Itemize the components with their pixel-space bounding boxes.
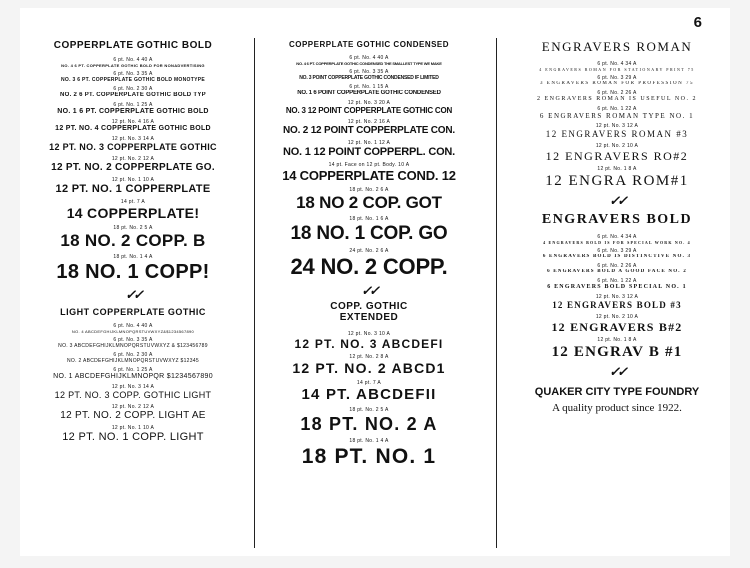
specimen-spec-label: 12 pt. No. 2 10 A xyxy=(595,314,639,320)
column-engravers xyxy=(512,36,722,414)
specimen-sample-text: 4 ENGRAVERS ROMAN FOR STATIONARY PRINT 75 xyxy=(539,67,695,72)
specimen-sample-text: NO. 4 6 PT. COPPERPLATE GOTHIC BOLD FOR NONADVERTISING xyxy=(61,63,205,68)
specimen-sample-text: NO. 3 POINT COPPERPLATE GOTHIC CONDENSED IF LIMITED xyxy=(299,75,439,81)
specimen-sample-text: NO. 1 6 POINT COPPERPLATE GOTHIC CONDENSED xyxy=(297,90,441,96)
specimen-spec-label: 6 pt. No. 2 30 A xyxy=(113,86,153,92)
specimen-sample-text: 24 NO. 2 COPP. xyxy=(290,254,448,279)
specimen-spec-label: 6 pt. No. 1 25 A xyxy=(113,367,153,373)
specimen-spec-label: 12 pt. No. 2 16 A xyxy=(347,119,391,125)
specimen-spec-label: 14 pt. 7 A xyxy=(120,199,146,205)
specimen-spec-label: 14 pt. Face on 12 pt. Body. 10 A xyxy=(328,162,410,168)
specimen-sample-text: NO. 2 6 PT. COPPERPLATE GOTHIC BOLD TYP xyxy=(60,92,206,98)
specimen-sample-text: 18 PT. NO. 1 xyxy=(301,445,437,468)
column-copperplate-gothic-bold xyxy=(22,36,244,447)
specimen-sample-text: 12 PT. NO. 3 COPPERPLATE GOTHIC xyxy=(49,142,217,152)
specimen-sample-text: 14 COPPERPLATE! xyxy=(66,205,200,221)
specimen-sample-text: 14 COPPERPLATE COND. 12 xyxy=(282,168,456,183)
specimen-spec-label: 12 pt. No. 2 10 A xyxy=(595,143,639,149)
specimen-spec-label: 12 pt. No. 3 14 A xyxy=(111,384,155,390)
specimen-spec-label: 6 pt. No. 1 22 A xyxy=(597,106,637,112)
specimen-spec-label: 6 pt. No. 2 26 A xyxy=(597,90,637,96)
specimen-spec-label: 12 pt. No. 1 8 A xyxy=(597,337,637,343)
specimen-spec-label: 12 pt. No. 4 16 A xyxy=(111,119,155,125)
specimen-sample-text: 12 PT. NO. 4 COPPERPLATE GOTHIC BOLD xyxy=(55,125,211,132)
specimen-sample-text: 14 PT. ABCDEFII xyxy=(301,386,437,403)
specimen-spec-label: 6 pt. No. 1 15 A xyxy=(349,84,389,90)
section-heading: LIGHT COPPERPLATE GOTHIC xyxy=(60,307,206,317)
specimen-spec-label: 6 pt. No. 4 40 A xyxy=(113,57,153,63)
specimen-spec-label: 12 pt. No. 2 12 A xyxy=(111,404,155,410)
specimen-spec-label: 6 pt. No. 3 35 A xyxy=(113,337,153,343)
specimen-sample-text: NO. 1 6 PT. COPPERPLATE GOTHIC BOLD xyxy=(57,108,209,115)
specimen-sample-text: NO. 3 ABCDEFGHIJKLMNOPQRSTUVWXYZ & $123456789 xyxy=(58,343,208,349)
specimen-list xyxy=(512,234,722,361)
specimen-spec-label: 12 pt. No. 1 8 A xyxy=(597,166,637,172)
specimen-spec-label: 12 pt. No. 1 12 A xyxy=(347,140,391,146)
specimen-sample-text: NO. 4 ABCDEFGHIJKLMNOPQRSTUVWXYZ&$1234567890 xyxy=(71,329,195,334)
specimen-spec-label: 18 pt. No. 2 5 A xyxy=(349,407,389,413)
specimen-spec-label: 24 pt. No. 2 6 A xyxy=(349,248,389,254)
specimen-spec-label: 12 pt. No. 1 10 A xyxy=(111,177,155,183)
specimen-list xyxy=(22,323,244,444)
ornament-icon: ✓✓ xyxy=(609,193,625,208)
ornament-icon: ✓✓ xyxy=(361,283,377,298)
specimen-sample-text: NO. 1 ABCDEFGHIJKLMNOPQR $1234567890 xyxy=(53,373,213,380)
ornament-icon: ✓✓ xyxy=(125,287,141,302)
specimen-spec-label: 12 pt. No. 3 12 A xyxy=(595,123,639,129)
specimen-sample-text: 12 ENGRA ROM#1 xyxy=(545,173,689,189)
specimen-sample-text: NO. 2 ABCDEFGHIJKLMNOPQRSTUVWXYZ $12345 xyxy=(66,358,199,364)
specimen-sample-text: NO. 3 12 POINT COPPERPLATE GOTHIC CON xyxy=(285,106,453,115)
specimen-spec-label: 18 pt. No. 2 6 A xyxy=(349,187,389,193)
specimen-sample-text: 12 ENGRAVERS BOLD #3 xyxy=(552,300,682,310)
specimen-sample-text: 2 ENGRAVERS ROMAN IS USEFUL NO. 2 xyxy=(536,96,697,102)
specimen-spec-label: 12 pt. No. 2 12 A xyxy=(111,156,155,162)
specimen-sample-text: 18 PT. NO. 2 A xyxy=(300,414,438,434)
specimen-list xyxy=(260,55,478,280)
section-heading: ENGRAVERS BOLD xyxy=(541,212,693,227)
specimen-spec-label: 12 pt. No. 3 10 A xyxy=(347,331,391,337)
specimen-sample-text: 12 PT. NO. 3 COPP. GOTHIC LIGHT xyxy=(54,390,212,400)
specimen-list xyxy=(260,331,478,469)
specimen-sample-text: 12 PT. NO. 2 ABCD1 xyxy=(292,360,446,376)
specimen-sample-text: 18 NO. 2 COPP. B xyxy=(60,231,206,250)
specimen-sample-text: 18 NO. 1 COP. GO xyxy=(290,223,448,244)
specimen-sample-text: 6 ENGRAVERS ROMAN TYPE NO. 1 xyxy=(539,112,695,120)
specimen-list xyxy=(22,57,244,284)
specimen-sample-text: 12 ENGRAVERS ROMAN #3 xyxy=(545,129,689,139)
specimen-sample-text: 6 ENGRAVERS BOLD A GOOD FACE NO. 2 xyxy=(547,269,687,274)
specimen-spec-label: 18 pt. No. 2 5 A xyxy=(113,225,153,231)
specimen-sample-text: 12 ENGRAVERS B#2 xyxy=(551,320,683,334)
section-heading: COPPERPLATE GOTHIC CONDENSED xyxy=(288,40,450,49)
column-copperplate-gothic-condensed xyxy=(260,36,478,472)
specimen-sample-text: 18 NO. 1 COPP! xyxy=(56,261,210,283)
specimen-spec-label: 12 pt. No. 1 10 A xyxy=(111,425,155,431)
specimen-spec-label: 18 pt. No. 1 4 A xyxy=(113,254,153,260)
column-divider xyxy=(254,38,255,548)
specimen-spec-label: 6 pt. No. 3 35 A xyxy=(349,69,389,75)
specimen-sample-text: 12 PT. NO. 1 COPP. LIGHT xyxy=(62,431,204,443)
specimen-spec-label: 6 pt. No. 1 22 A xyxy=(597,278,637,284)
section-heading: COPP. GOTHIC EXTENDED xyxy=(330,301,408,323)
specimen-spec-label: 6 pt. No. 4 40 A xyxy=(349,55,389,61)
specimen-sample-text: 12 ENGRAVERS RO#2 xyxy=(545,149,689,163)
page-number: 6 xyxy=(693,14,702,31)
section-heading: COPPERPLATE GOTHIC BOLD xyxy=(53,40,213,51)
specimen-spec-label: 18 pt. No. 1 4 A xyxy=(349,438,389,444)
specimen-spec-label: 6 pt. No. 3 35 A xyxy=(113,71,153,77)
specimen-page xyxy=(20,8,730,556)
specimen-spec-label: 12 pt. No. 3 14 A xyxy=(111,136,155,142)
specimen-spec-label: 6 pt. No. 2 26 A xyxy=(597,263,637,269)
specimen-sample-text: 6 ENGRAVERS BOLD IS DISTINCTIVE NO. 3 xyxy=(542,254,692,259)
specimen-spec-label: 6 pt. No. 4 34 A xyxy=(597,234,637,240)
specimen-sample-text: 12 PT. NO. 2 COPP. LIGHT AE xyxy=(60,410,206,421)
specimen-sample-text: 12 PT. NO. 2 COPPERPLATE GO. xyxy=(51,162,215,173)
foundry-name: QUAKER CITY TYPE FOUNDRY xyxy=(534,386,700,398)
specimen-list xyxy=(512,61,722,190)
specimen-spec-label: 18 pt. No. 1 6 A xyxy=(349,216,389,222)
specimen-sample-text: 3 ENGRAVERS ROMAN FOR PROFESSION 75 xyxy=(540,81,694,86)
specimen-spec-label: 6 pt. No. 3 29 A xyxy=(597,75,637,81)
specimen-spec-label: 6 pt. No. 1 25 A xyxy=(113,102,153,108)
specimen-spec-label: 12 pt. No. 3 20 A xyxy=(347,100,391,106)
foundry-tagline: A quality product since 1922. xyxy=(552,402,682,414)
specimen-sample-text: 6 ENGRAVERS BOLD SPECIAL NO. 1 xyxy=(547,284,687,290)
section-heading: ENGRAVERS ROMAN xyxy=(541,39,693,54)
specimen-sample-text: 12 PT. NO. 1 COPPERPLATE xyxy=(55,183,211,195)
specimen-sample-text: NO. 4 6 PT. COPPERPLATE GOTHIC CONDENSED THE SMALLEST TYPE WE MAKE xyxy=(296,61,442,66)
specimen-spec-label: 6 pt. No. 4 34 A xyxy=(597,61,637,67)
specimen-spec-label: 6 pt. No. 4 40 A xyxy=(113,323,153,329)
specimen-sample-text: NO. 1 12 POINT COPPERPL. CON. xyxy=(282,146,456,158)
specimen-sample-text: NO. 2 12 POINT COPPERPLATE CON. xyxy=(283,125,455,136)
specimen-sample-text: 12 ENGRAV B #1 xyxy=(551,344,683,360)
specimen-spec-label: 6 pt. No. 2 30 A xyxy=(113,352,153,358)
specimen-sample-text: 18 NO 2 COP. GOT xyxy=(296,193,442,212)
specimen-spec-label: 12 pt. No. 3 12 A xyxy=(595,294,639,300)
specimen-sample-text: 12 PT. NO. 3 ABCDEFI xyxy=(294,337,444,351)
specimen-spec-label: 12 pt. No. 2 8 A xyxy=(349,354,389,360)
specimen-sample-text: NO. 3 6 PT. COPPERPLATE GOTHIC BOLD MONOTYPE xyxy=(61,77,205,83)
ornament-icon: ✓✓ xyxy=(609,364,625,379)
specimen-sample-text: 4 ENGRAVERS BOLD IS FOR SPECIAL WORK NO. 4 xyxy=(543,240,691,245)
specimen-spec-label: 6 pt. No. 3 29 A xyxy=(597,248,637,254)
specimen-spec-label: 14 pt. 7 A xyxy=(356,380,382,386)
column-divider xyxy=(496,38,497,548)
